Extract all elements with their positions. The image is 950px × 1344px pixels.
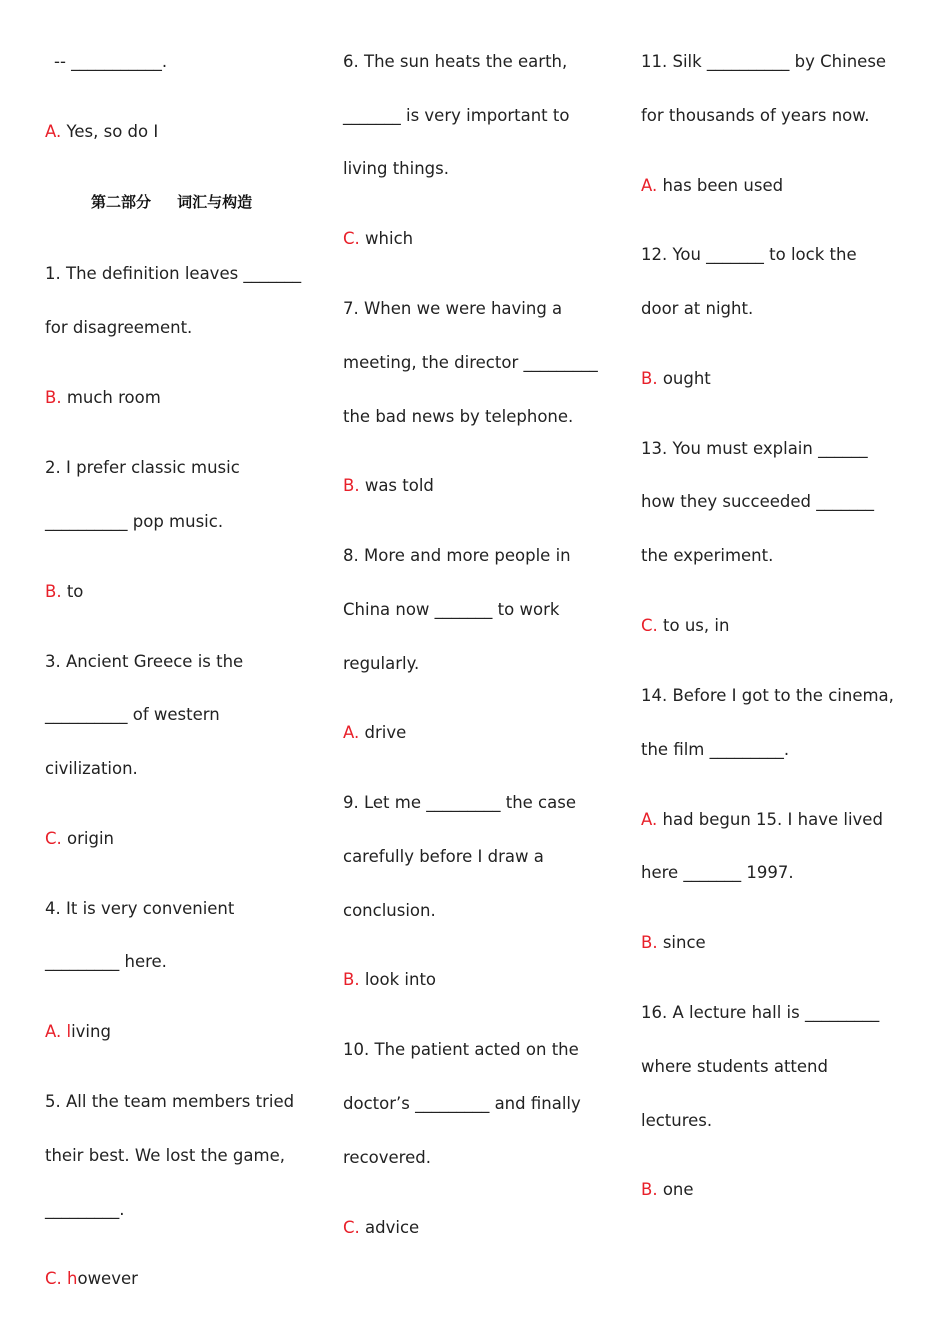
answer-letter: B.	[45, 388, 62, 407]
answer-letter: A. l	[45, 1022, 72, 1041]
line-text: 16. A lecture hall is _________	[641, 1003, 880, 1022]
col3-item-5	[641, 369, 711, 389]
col1-item-9	[45, 829, 114, 849]
line-text: living things.	[343, 159, 449, 178]
col1-item-15	[45, 1200, 125, 1220]
answer-text: origin	[61, 829, 115, 848]
answer-letter: A.	[641, 810, 658, 829]
answer-letter: B.	[641, 933, 658, 952]
col3-item-9	[641, 616, 729, 636]
answer-text: ought	[657, 369, 711, 388]
col1-item-16	[45, 1269, 138, 1289]
line-text: lectures.	[641, 1111, 713, 1130]
col1-item-3	[45, 458, 240, 478]
answer-letter: C.	[343, 229, 360, 248]
answer-letter: C.	[343, 1218, 360, 1237]
col3-item-12	[641, 810, 883, 830]
answer-letter: B.	[343, 970, 360, 989]
line-text: where students attend	[641, 1057, 828, 1076]
line-text: for disagreement.	[45, 318, 193, 337]
line-text: 7. When we were having a	[343, 299, 563, 318]
answer-text: look into	[359, 970, 437, 989]
col1-item-0	[45, 264, 301, 284]
col3-item-8	[641, 546, 773, 566]
col1-line-1	[45, 122, 158, 142]
col1-item-7	[45, 705, 220, 725]
line-text: 1. The definition leaves _______	[45, 264, 302, 283]
line-text: doctor’s _________ and finally	[343, 1094, 581, 1113]
col2-item-13	[343, 847, 544, 867]
line-text: carefully before I draw a	[343, 847, 544, 866]
answer-text: was told	[359, 476, 434, 495]
answer-letter: C. h	[45, 1269, 78, 1288]
answer-letter: B.	[343, 476, 360, 495]
col3-item-1	[641, 106, 869, 126]
line-text: 12. You _______ to lock the	[641, 245, 857, 264]
line-text: 3. Ancient Greece is the	[45, 652, 244, 671]
answer-letter: C.	[45, 829, 62, 848]
answer-letter: C.	[641, 616, 658, 635]
col3-item-16	[641, 1057, 828, 1077]
answer-letter: B.	[641, 369, 658, 388]
col2-item-2	[343, 159, 449, 179]
col1-item-6	[45, 652, 243, 672]
col2-item-15	[343, 970, 436, 990]
line-text: for thousands of years now.	[641, 106, 870, 125]
col3-item-18	[641, 1180, 694, 1200]
line-text: 14. Before I got to the cinema,	[641, 686, 894, 705]
line-text: __________ of western	[45, 705, 220, 724]
col3-item-6	[641, 439, 868, 459]
answer-letter: A.	[641, 176, 658, 195]
col2-item-3	[343, 229, 413, 249]
col1-item-10	[45, 899, 234, 919]
col2-item-4	[343, 299, 562, 319]
col1-item-14	[45, 1146, 285, 1166]
answer-text: Yes, so do I	[61, 122, 159, 141]
col2-item-0	[343, 52, 567, 72]
col3-item-13	[641, 863, 794, 883]
col1-item-13	[45, 1092, 294, 1112]
answer-letter: B.	[45, 582, 62, 601]
col3-item-2	[641, 176, 783, 196]
col1-item-12	[45, 1022, 111, 1042]
line-text: -- ___________.	[54, 52, 168, 71]
col3-item-7	[641, 492, 874, 512]
col3-item-0	[641, 52, 886, 72]
col3-item-15	[641, 1003, 879, 1023]
col2-item-12	[343, 793, 576, 813]
answer-text: drive	[359, 723, 407, 742]
line-text: 9. Let me _________ the case	[343, 793, 576, 812]
answer-text: since	[657, 933, 706, 952]
answer-text: owever	[77, 1269, 138, 1288]
answer-letter: A.	[343, 723, 360, 742]
col1-item-4	[45, 512, 223, 532]
line-text: the experiment.	[641, 546, 774, 565]
col1-item-8	[45, 759, 138, 779]
line-text: here _______ 1997.	[641, 863, 794, 882]
col1-line-0	[54, 52, 167, 72]
col3-item-10	[641, 686, 894, 706]
line-text: 8. More and more people in	[343, 546, 571, 565]
answer-text: iving	[71, 1022, 111, 1041]
col3-item-3	[641, 245, 857, 265]
col2-item-17	[343, 1094, 581, 1114]
answer-text: advice	[359, 1218, 420, 1237]
answer-text: one	[657, 1180, 694, 1199]
line-text: 4. It is very convenient	[45, 899, 235, 918]
section-heading: 第二部分 词汇与构造	[91, 193, 253, 211]
line-text: how they succeeded _______	[641, 492, 874, 511]
line-text: _________.	[45, 1200, 125, 1219]
line-text: _________ here.	[45, 952, 167, 971]
line-text: 6. The sun heats the earth,	[343, 52, 568, 71]
line-text: __________ pop music.	[45, 512, 224, 531]
col1-item-1	[45, 318, 192, 338]
line-text: _______ is very important to	[343, 106, 570, 125]
answer-text: much room	[61, 388, 161, 407]
col3-item-4	[641, 299, 753, 319]
line-text: 13. You must explain ______	[641, 439, 868, 458]
answer-text: has been used	[657, 176, 784, 195]
answer-text: to	[61, 582, 84, 601]
col2-item-1	[343, 106, 569, 126]
col3-item-17	[641, 1111, 712, 1131]
col2-item-10	[343, 654, 419, 674]
answer-letter: A.	[45, 122, 62, 141]
col2-item-9	[343, 600, 559, 620]
line-text: conclusion.	[343, 901, 436, 920]
col3-item-11	[641, 740, 789, 760]
line-text: recovered.	[343, 1148, 431, 1167]
line-text: civilization.	[45, 759, 138, 778]
col1-item-11	[45, 952, 167, 972]
col2-item-14	[343, 901, 436, 921]
line-text: meeting, the director _________	[343, 353, 598, 372]
line-text: 5. All the team members tried	[45, 1092, 295, 1111]
answer-text: to us, in	[657, 616, 730, 635]
line-text: the bad news by telephone.	[343, 407, 574, 426]
col2-item-16	[343, 1040, 579, 1060]
line-text: their best. We lost the game,	[45, 1146, 285, 1165]
answer-text: which	[359, 229, 414, 248]
col2-item-5	[343, 353, 598, 373]
col1-item-2	[45, 388, 161, 408]
col1-item-5	[45, 582, 83, 602]
line-text: China now _______ to work	[343, 600, 560, 619]
col2-item-8	[343, 546, 571, 566]
line-text: 10. The patient acted on the	[343, 1040, 579, 1059]
line-text: the film _________.	[641, 740, 790, 759]
line-text: 11. Silk __________ by Chinese	[641, 52, 887, 71]
line-text: 2. I prefer classic music	[45, 458, 240, 477]
col2-item-19	[343, 1218, 419, 1238]
col2-item-7	[343, 476, 434, 496]
col2-item-6	[343, 407, 573, 427]
col2-item-11	[343, 723, 406, 743]
answer-letter: B.	[641, 1180, 658, 1199]
line-text: regularly.	[343, 654, 420, 673]
answer-text: had begun 15. I have lived	[657, 810, 883, 829]
col2-item-18	[343, 1148, 431, 1168]
line-text: door at night.	[641, 299, 754, 318]
col3-item-14	[641, 933, 706, 953]
